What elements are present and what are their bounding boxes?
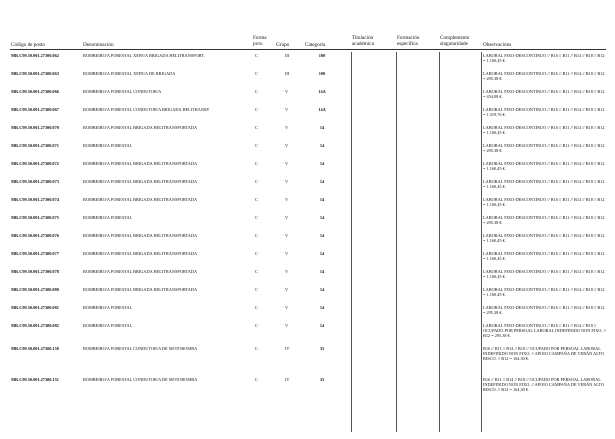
cell-forma: C xyxy=(255,179,258,184)
cell-denominacion: BOMBEIRO/A FORESTAL BRIGADA HELITRANSPORTADA xyxy=(83,251,198,256)
header-complemento: Complemento singularidade xyxy=(440,35,470,47)
cell-denominacion: BOMBEIRO/A FORESTAL XEFE/A BRIGADA HELITRANSPORT. xyxy=(83,53,205,58)
cell-grupo: V xyxy=(285,89,289,94)
cell-denominacion: BOMBEIRO/A FORESTAL xyxy=(83,323,133,328)
cell-forma: C xyxy=(255,107,258,112)
cell-categoria: 33 xyxy=(319,346,325,351)
cell-grupo: V xyxy=(285,197,289,202)
column-divider-titulacion xyxy=(351,52,352,432)
cell-grupo: V xyxy=(285,125,289,130)
cell-grupo: V xyxy=(285,233,289,238)
cell-denominacion: BOMBEIRO/A FORESTAL CONDUTOR/A BRIGADA HELITRANSP. xyxy=(83,107,210,112)
cell-denominacion: BOMBEIRO/A FORESTAL BRIGADA HELITRANSPORTADA xyxy=(83,161,198,166)
cell-codigo: MR.C99.50.001.27300.150 xyxy=(11,346,59,351)
cell-observacions: LABORAL FIXO-DESCONTINUO // B16 // B11 // B14 // B18 // B12 = 1.160,45 €. xyxy=(483,161,605,172)
cell-observacions: LABORAL FIXO-DESCONTINUO // B16 // B11 // B14 // B18 // B12 = 295,38 €. xyxy=(483,143,605,154)
cell-codigo: MR.C99.50.001.27300.082 xyxy=(11,323,59,328)
cell-codigo: MR.C99.50.001.27300.074 xyxy=(11,197,59,202)
cell-grupo: V xyxy=(285,161,289,166)
cell-codigo: MR.C99.50.001.27300.062 xyxy=(11,53,59,58)
cell-codigo: MR.C99.50.001.27300.066 xyxy=(11,89,59,94)
cell-codigo: MR.C99.50.001.27300.076 xyxy=(11,233,59,238)
cell-codigo: MR.C99.50.001.27300.080 xyxy=(11,287,59,292)
cell-categoria: 14A xyxy=(318,107,326,112)
cell-grupo: V xyxy=(285,269,289,274)
cell-grupo: V xyxy=(285,179,289,184)
header-forma: Forma prov. xyxy=(253,35,267,47)
cell-categoria: 14A xyxy=(318,89,326,94)
cell-denominacion: BOMBEIRO/A FORESTAL BRIGADA HELITRANSPORTADA xyxy=(83,269,198,274)
cell-denominacion: BOMBEIRO/A FORESTAL BRIGADA HELITRANSPORTADA xyxy=(83,197,198,202)
cell-categoria: 100 xyxy=(318,71,326,76)
cell-codigo: MR.C99.50.001.27300.075 xyxy=(11,215,59,220)
cell-categoria: 100 xyxy=(318,53,326,58)
cell-forma: C xyxy=(255,346,258,351)
cell-codigo: MR.C99.50.001.27300.151 xyxy=(11,377,59,382)
cell-codigo: MR.C99.50.001.27300.070 xyxy=(11,125,59,130)
cell-denominacion: BOMBEIRO/A FORESTAL BRIGADA HELITRANSPORTADA xyxy=(83,125,198,130)
cell-grupo: V xyxy=(285,287,289,292)
cell-grupo: V xyxy=(285,323,289,328)
cell-observacions: LABORAL FIXO-DESCONTINUO // B16 // B11 // B14 // B18 // B12 = 1.160,45 €. xyxy=(483,269,605,280)
cell-categoria: 14 xyxy=(319,161,325,166)
cell-observacions: LABORAL FIXO-DESCONTINUO // B16 // B11 // B14 // B18 // B12 = 1.160,45 €. xyxy=(483,287,605,298)
cell-observacions: LABORAL FIXO-DESCONTINUO // B16 // B11 // B14 // B18 // OCUPADO POR PERSOAL LABORAL INDEFINIDO NON FIXO. // B12 = 295,38 €. xyxy=(483,323,606,339)
cell-observacions: LABORAL FIXO-DESCONTINUO // B16 // B11 // B14 // B18 // B12 = 1.160,45 €. xyxy=(483,179,605,190)
column-divider-formacion xyxy=(396,52,397,432)
cell-forma: C xyxy=(255,71,258,76)
cell-observacions: LABORAL FIXO-DESCONTINUO // B16 // B11 // B14 // B18 // B12 = 1.160,45 €. xyxy=(483,53,605,64)
cell-forma: C xyxy=(255,233,258,238)
header-denominacion: Denominación xyxy=(83,42,114,48)
cell-forma: C xyxy=(255,323,258,328)
cell-observacions: LABORAL FIXO-DESCONTINUO // B16 // B11 // B14 // B18 // B12 = 454,08 €. xyxy=(483,89,605,100)
cell-forma: C xyxy=(255,125,258,130)
cell-categoria: 14 xyxy=(319,269,325,274)
cell-grupo: V xyxy=(285,251,289,256)
cell-forma: C xyxy=(255,215,258,220)
cell-observacions: LABORAL FIXO-DESCONTINUO // B16 // B11 // B14 // B18 // B12 = 1.160,45 €. xyxy=(483,197,605,208)
cell-categoria: 14 xyxy=(319,233,325,238)
cell-denominacion: BOMBEIRO/A FORESTAL CONDUTOR/A DE MOTOBOMBA xyxy=(83,346,198,351)
cell-codigo: MR.C99.50.001.27300.067 xyxy=(11,107,59,112)
cell-codigo: MR.C99.50.001.27300.072 xyxy=(11,161,59,166)
cell-forma: C xyxy=(255,89,258,94)
column-divider-observacions xyxy=(481,52,482,432)
cell-categoria: 14 xyxy=(319,143,325,148)
cell-forma: C xyxy=(255,251,258,256)
cell-categoria: 14 xyxy=(319,125,325,130)
cell-denominacion: BOMBEIRO/A FORESTAL XEFE/A DE BRIGADA xyxy=(83,71,176,76)
cell-observacions: LABORAL FIXO-DESCONTINUO // B16 // B11 // B14 // B18 // B12 = 295,38 €. xyxy=(483,305,605,316)
cell-denominacion: BOMBEIRO/A FORESTAL BRIGADA HELITRANSPORTADA xyxy=(83,179,198,184)
cell-grupo: III xyxy=(285,53,290,58)
column-divider-complemento xyxy=(439,52,440,432)
cell-codigo: MR.C99.50.001.27300.063 xyxy=(11,71,59,76)
cell-grupo: V xyxy=(285,143,289,148)
cell-categoria: 33 xyxy=(319,377,325,382)
header-rule xyxy=(10,49,606,50)
cell-grupo: III xyxy=(285,71,290,76)
cell-denominacion: BOMBEIRO/A FORESTAL BRIGADA HELITRANSPORTADA xyxy=(83,233,198,238)
cell-categoria: 14 xyxy=(319,251,325,256)
cell-observacions: B16 // B11 // B14 // B18 // OCUPADO POR PERSOAL LABORAL INDEFINIDO NON FIXO. // APOIO CAMPAÑA DE VERÁN ALTO RISCO. // B12 = 164,30 €. xyxy=(483,377,605,393)
header-codigo: Código de posto xyxy=(11,42,46,48)
header-titulacion: Titulación académica xyxy=(352,35,374,47)
cell-observacions: LABORAL FIXO-DESCONTINUO // B16 // B11 // B14 // B18 // B12 = 1.160,45 €. xyxy=(483,251,605,262)
cell-categoria: 14 xyxy=(319,305,325,310)
cell-codigo: MR.C99.50.001.27300.071 xyxy=(11,143,59,148)
cell-denominacion: BOMBEIRO/A FORESTAL xyxy=(83,305,133,310)
cell-forma: C xyxy=(255,269,258,274)
cell-forma: C xyxy=(255,53,258,58)
cell-codigo: MR.C99.50.001.27300.077 xyxy=(11,251,59,256)
cell-codigo: MR.C99.50.001.27300.073 xyxy=(11,179,59,184)
cell-categoria: 14 xyxy=(319,179,325,184)
cell-denominacion: BOMBEIRO/A FORESTAL xyxy=(83,143,133,148)
cell-categoria: 14 xyxy=(319,323,325,328)
cell-forma: C xyxy=(255,161,258,166)
cell-denominacion: BOMBEIRO/A FORESTAL CONDUTOR/A DE MOTOBOMBA xyxy=(83,377,198,382)
cell-observacions: B16 // B11 // B14 // B18 // OCUPADO POR PERSOAL LABORAL INDEFINIDO NON FIXO. // APOIO CAMPAÑA DE VERÁN ALTO RISCO. // B12 = 164,30 €. xyxy=(483,346,605,362)
cell-grupo: V xyxy=(285,305,289,310)
cell-forma: C xyxy=(255,197,258,202)
cell-categoria: 14 xyxy=(319,287,325,292)
cell-forma: C xyxy=(255,287,258,292)
header-grupo: Grupo xyxy=(276,42,290,48)
cell-grupo: IV xyxy=(285,346,290,351)
header-categoria: Categoría xyxy=(305,42,326,48)
cell-observacions: LABORAL FIXO-DESCONTINUO // B16 // B11 // B14 // B18 // B12 = 295,38 €. xyxy=(483,71,605,82)
cell-codigo: MR.C99.50.001.27300.078 xyxy=(11,269,59,274)
cell-denominacion: BOMBEIRO/A FORESTAL BRIGADA HELITRANSPORTADA xyxy=(83,287,198,292)
cell-observacions: LABORAL FIXO-DESCONTINUO // B16 // B11 // B14 // B18 // B12 = 295,38 €. xyxy=(483,215,605,226)
cell-grupo: IV xyxy=(285,377,290,382)
cell-denominacion: BOMBEIRO/A FORESTAL CONDUTOR/A xyxy=(83,89,162,94)
header-observacions: Observacións xyxy=(483,42,512,48)
cell-denominacion: BOMBEIRO/A FORESTAL xyxy=(83,215,133,220)
cell-grupo: V xyxy=(285,215,289,220)
cell-codigo: MR.C99.50.001.27300.081 xyxy=(11,305,59,310)
cell-observacions: LABORAL FIXO-DESCONTINUO // B16 // B11 // B14 // B18 // B12 = 1.160,45 €. xyxy=(483,125,605,136)
cell-forma: C xyxy=(255,305,258,310)
cell-categoria: 14 xyxy=(319,215,325,220)
header-formacion: Formación específica xyxy=(397,35,420,47)
cell-grupo: V xyxy=(285,107,289,112)
cell-forma: C xyxy=(255,377,258,382)
cell-observacions: LABORAL FIXO-DESCONTINUO // B16 // B11 // B14 // B18 // B12 = 1.160,45 €. xyxy=(483,233,605,244)
cell-categoria: 14 xyxy=(319,197,325,202)
cell-forma: C xyxy=(255,143,258,148)
cell-observacions: LABORAL FIXO-DESCONTINUO // B16 // B11 // B14 // B18 // B12 = 1.319,76 €. xyxy=(483,107,605,118)
